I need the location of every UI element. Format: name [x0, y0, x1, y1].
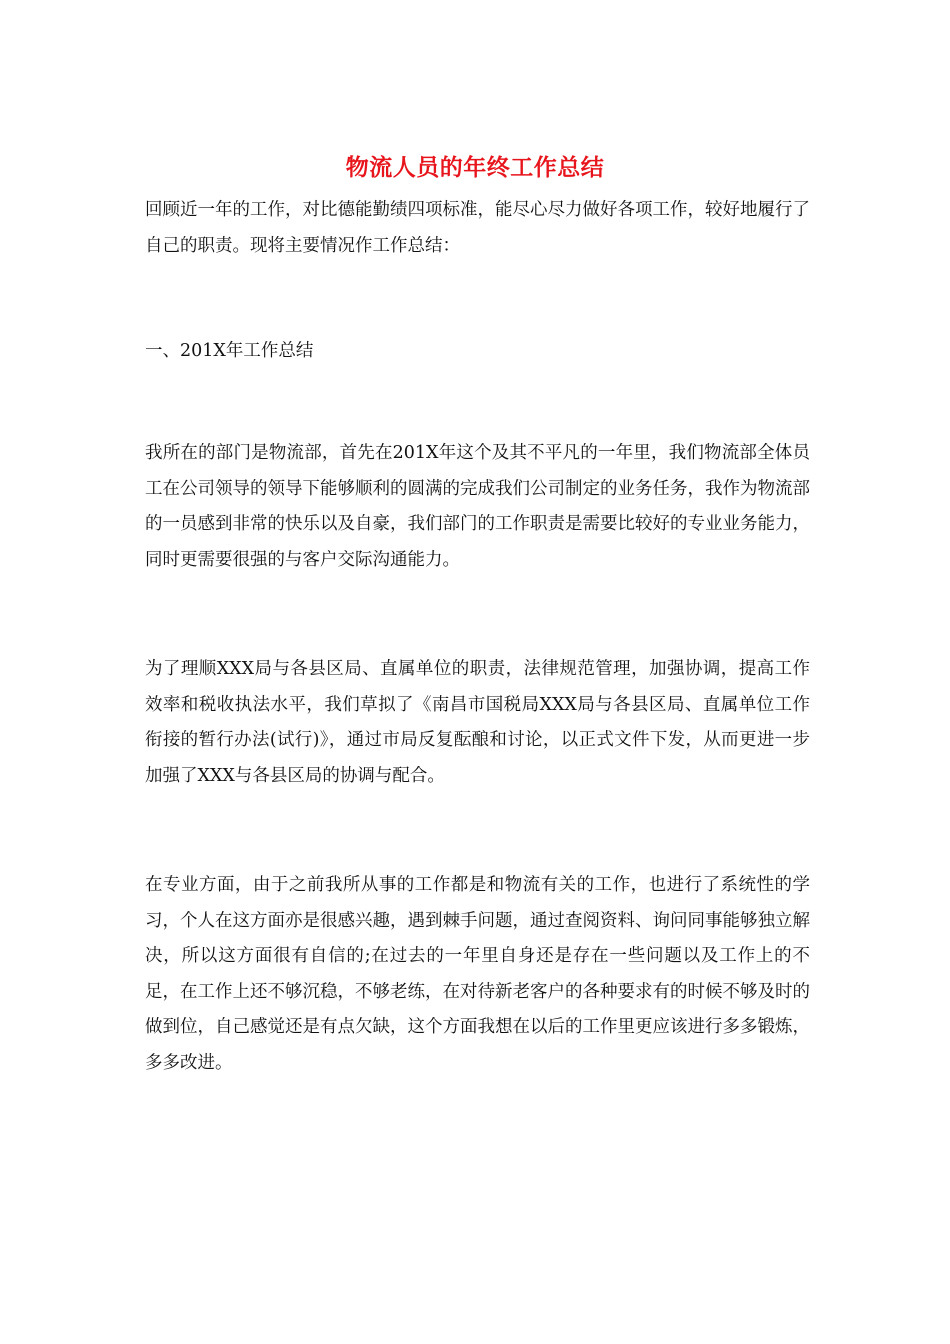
body-paragraph-2: 为了理顺XXX局与各县区局、直属单位的职责，法律规范管理，加强协调，提高工作效率和税收执法水平，我们草拟了《南昌市国税局XXX局与各县区局、直属单位工作衔接的暂行办法(试行)》，通过市局反复酝酿和讨论，以正式文件下发，从而更进一步加强了XXX与各县区局的协调与配合。 [145, 659, 810, 786]
body-paragraph-1: 我所在的部门是物流部，首先在201X年这个及其不平凡的一年里，我们物流部全体员工在公司领导的领导下能够顺利的圆满的完成我们公司制定的业务任务，我作为物流部的一员感到非常的快乐以及自豪，我们部门的工作职责是需要比较好的专业业务能力，同时更需要很强的与客户交际沟通能力。 [145, 443, 810, 570]
body-paragraph-3: 在专业方面，由于之前我所从事的工作都是和物流有关的工作，也进行了系统性的学习，个人在这方面亦是很感兴趣，遇到棘手问题，通过查阅资料、询问同事能够独立解决，所以这方面很有自信的;在过去的一年里自身还是存在一些问题以及工作上的不足，在工作上还不够沉稳，不够老练，在对待新老客户的各种要求有的时候不够及时的做到位，自己感觉还是有点欠缺，这个方面我想在以后的工作里更应该进行多多锻炼，多多改进。 [145, 875, 810, 1073]
section-heading: 一、201X年工作总结 [145, 341, 314, 361]
intro-paragraph: 回顾近一年的工作，对比德能勤绩四项标准，能尽心尽力做好各项工作，较好地履行了自己的职责。现将主要情况作工作总结： [145, 200, 810, 256]
document-title: 物流人员的年终工作总结 [345, 154, 605, 181]
